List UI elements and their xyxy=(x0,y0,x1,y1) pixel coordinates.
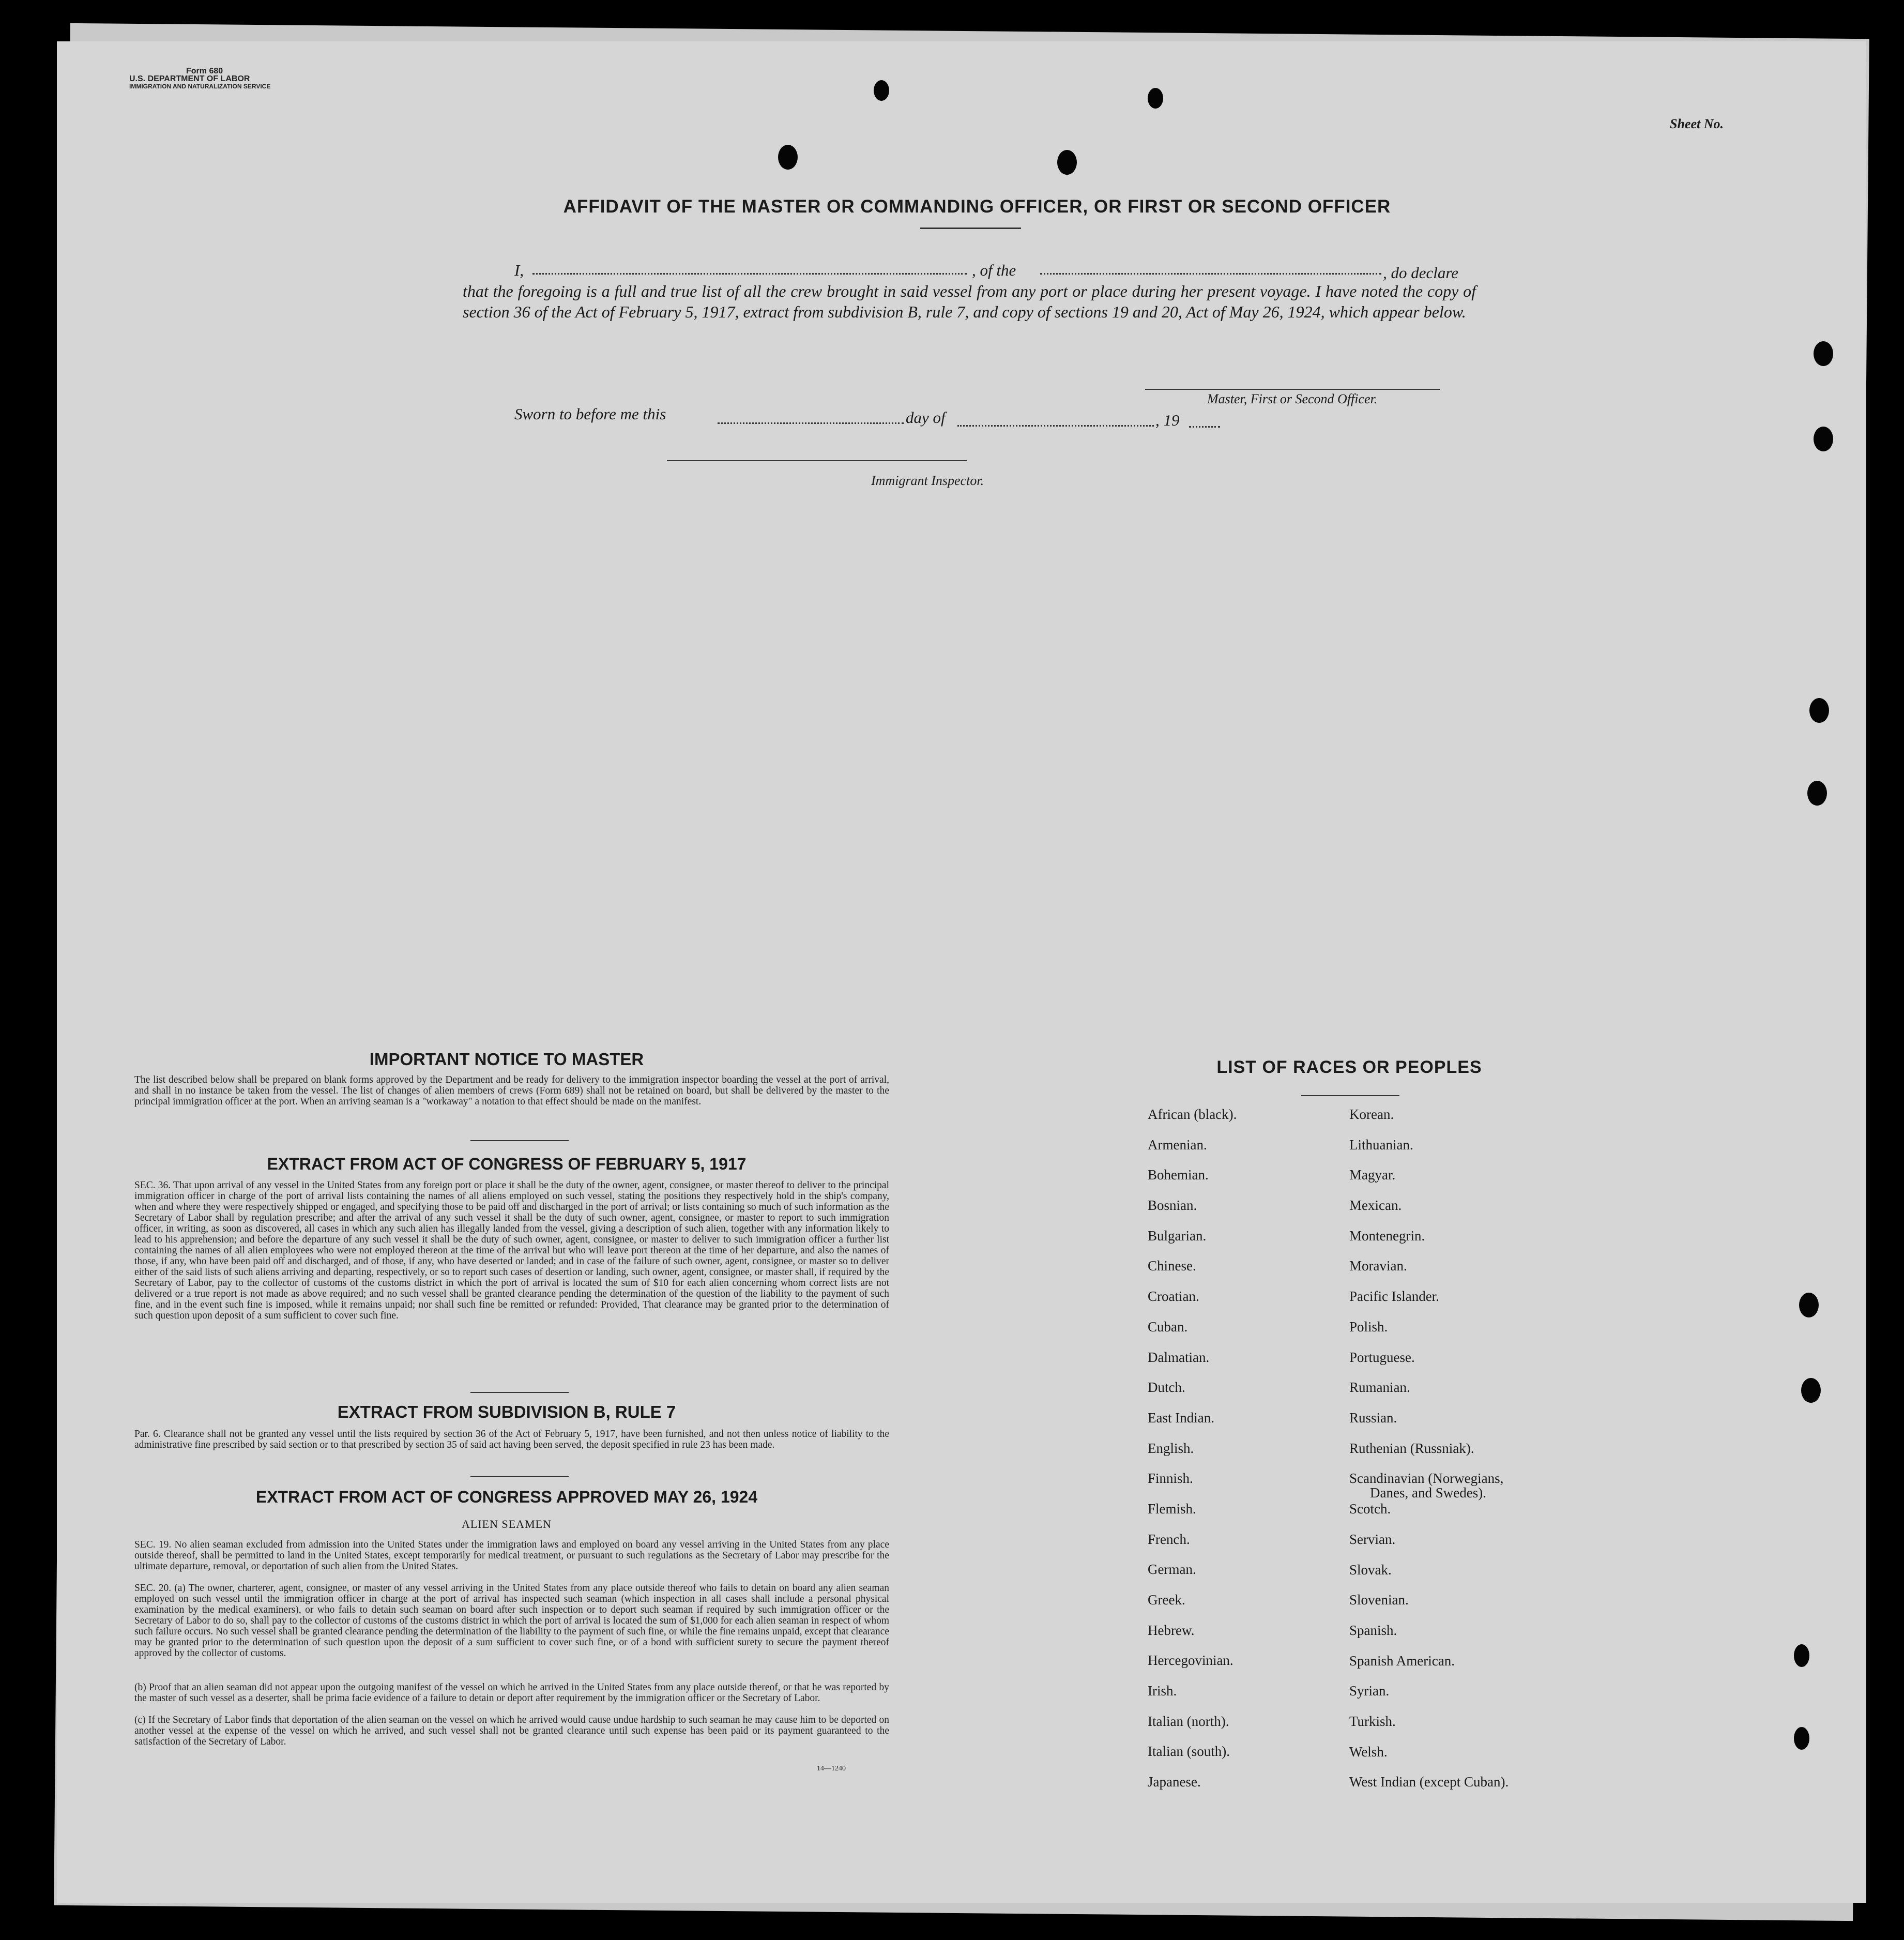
sworn-day-field[interactable] xyxy=(718,422,904,424)
race-item: English. xyxy=(1148,1440,1194,1456)
race-item: East Indian. xyxy=(1148,1409,1214,1426)
race-item: Ruthenian (Russniak). xyxy=(1349,1440,1474,1456)
race-item: West Indian (except Cuban). xyxy=(1349,1774,1509,1790)
race-item: Portuguese. xyxy=(1349,1349,1415,1365)
form-number: Form 680 xyxy=(186,67,223,75)
master-signature-line[interactable] xyxy=(1145,389,1440,390)
notice-rule xyxy=(470,1140,569,1141)
punch-hole-top-4 xyxy=(1148,88,1163,109)
extract-1917-body: SEC. 36. That upon arrival of any vessel in the United States from any foreign port or place it shall be the duty of the owner, agent, consignee, or master thereof to deliver to the principal immigration officer in charge of the port of arrival lists containing the names of all aliens employed on such vessel, stating the positions they respectively hold in the ship's company, when and where they were respectively shipped or engaged, and specifying those to be paid off and discharged in the port of arrival; or lists containing so much of such information as the Secretary of Labor shall by regulation prescribe; and after the arrival of any such vessel it shall be the duty of such owner, agent, consignee, or master to report to such immigration officer, in writing, as soon as discovered, all cases in which any such alien has illegally landed from the vessel, giving a description of such alien, together with any information likely to lead to his apprehension; and before the departure of any such vessel it shall be the duty of such owner, agent, consignee, or master to deliver to such immigration officer a further list containing the names of all alien employees who were not employed thereon at the time of the arrival but who will leave port thereon at the time of her departure, and also the names of those, if any, who have been paid off and discharged, and of those, if any, who have deserted or landed; and in case of the failure of such owner, agent, consignee, or master so to deliver either of the said lists of such aliens arriving and departing, respectively, or so to report such cases of desertion or landing, such owner, agent, consignee, or master shall, if required by the Secretary of Labor, pay to the collector of customs of the customs district in which the port of arrival is located the sum of $10 for each alien concerning whom correct lists are not delivered or a true report is not made as above required; and no such vessel shall be granted clearance pending the determination of the question of the liability to the payment of such fine, and in the event such fine is imposed, while it remains unpaid; nor shall such fine be remitted or refunded: Provided, That clearance may be granted prior to the determination of such question upon deposit of a sum sufficient to cover such fine. xyxy=(134,1180,889,1321)
sworn-month-field[interactable] xyxy=(957,425,1154,427)
race-item: Montenegrin. xyxy=(1349,1227,1425,1244)
sworn-year-label: , 19 xyxy=(1155,411,1180,429)
form-identifier xyxy=(129,67,270,90)
service-name: IMMIGRATION AND NATURALIZATION SERVICE xyxy=(129,83,271,90)
race-item: Mexican. xyxy=(1349,1198,1402,1214)
punch-hole-right-7 xyxy=(1794,1644,1809,1667)
race-item: Scandinavian (Norwegians, xyxy=(1349,1471,1504,1487)
print-code: 14—1240 xyxy=(817,1765,846,1772)
sworn-year-field[interactable] xyxy=(1189,426,1220,428)
punch-hole-right-4 xyxy=(1807,781,1827,806)
affidavit-of-the-label: , of the xyxy=(972,261,1016,279)
race-item: Italian (north). xyxy=(1148,1713,1229,1729)
race-item: Bosnian. xyxy=(1148,1198,1197,1214)
races-left-column xyxy=(1148,1107,1237,1805)
sheet-number-label: Sheet No. xyxy=(1670,116,1724,131)
extract-rule7-rule xyxy=(470,1476,569,1477)
race-item: Korean. xyxy=(1349,1107,1394,1122)
punch-hole-right-3 xyxy=(1809,698,1829,723)
race-item: German. xyxy=(1148,1562,1196,1578)
race-item: Dalmatian. xyxy=(1148,1349,1210,1365)
race-item: Bulgarian. xyxy=(1148,1227,1207,1244)
race-item: Turkish. xyxy=(1349,1714,1396,1730)
extract-1924-sec20a: SEC. 20. (a) The owner, charterer, agent, consignee, or master of any vessel arriving in the United States from any place outside thereof who fails to detain on board any alien seaman employed on such vessel until the immigration officer in charge at the port of arrival has inspected such seaman (which inspection in all cases shall include a personal physical examination by the medical examiners), or who fails to detain such seaman on board after such inspection or to deport such seaman if required by such immigration officer or the Secretary of Labor to do so, shall pay to the collector of customs of the customs district in which the port of arrival is located the sum of $1,000 for each alien seaman in respect of whom such failure occurs. No such vessel shall be granted clearance pending the determination of the liability to the payment of such fine, or while the fine remains unpaid, except that clearance may be granted prior to the determination of such question upon the deposit of a sum sufficient to cover such fine, or of a bond with sufficient surety to secure the payment thereof approved by the collector of customs. xyxy=(134,1583,889,1659)
race-item: Finnish. xyxy=(1148,1471,1193,1487)
affidavit-i-label: I, xyxy=(514,261,524,279)
extract-1924-subtitle: ALIEN SEAMEN xyxy=(462,1518,552,1530)
extract-rule7-body: Par. 6. Clearance shall not be granted any vessel until the lists required by section 36 of the Act of February 5, 1917, have been furnished, and not then unless notice of liability to the administrative fine prescribed by said section or to that prescribed by section 35 of said act having been served, the deposit specified in rule 23 has been made. xyxy=(134,1429,889,1450)
race-item: Servian. xyxy=(1349,1531,1396,1547)
race-item: Welsh. xyxy=(1349,1744,1388,1760)
race-item: Dutch. xyxy=(1148,1380,1185,1396)
affidavit-title: AFFIDAVIT OF THE MASTER OR COMMANDING OFFICER, OR FIRST OR SECOND OFFICER xyxy=(563,196,1391,217)
race-item: Slovak. xyxy=(1349,1562,1392,1578)
race-item: Irish. xyxy=(1148,1683,1177,1699)
race-item: Slovenian. xyxy=(1349,1592,1409,1608)
punch-hole-top-2 xyxy=(1057,150,1077,175)
punch-hole-top-3 xyxy=(874,80,889,101)
race-item: African (black). xyxy=(1148,1107,1237,1122)
race-item: Armenian. xyxy=(1148,1136,1207,1153)
affidavit-title-rule xyxy=(920,228,1021,229)
extract-1924-sec20b: (b) Proof that an alien seaman did not appear upon the outgoing manifest of the vessel on which he arrived in the United States from any place outside thereof, or that he was reported by the master of such vessel as a deserter, shall be prima facie evidence of a failure to detain or deport after requirement by the immigration officer or the Secretary of Labor. xyxy=(134,1682,889,1704)
sworn-prefix-label: Sworn to before me this xyxy=(514,405,666,423)
inspector-label: Immigrant Inspector. xyxy=(871,473,984,488)
race-item: Chinese. xyxy=(1148,1258,1196,1274)
race-item: Bohemian. xyxy=(1148,1167,1209,1183)
race-item: Croatian. xyxy=(1148,1289,1199,1305)
punch-hole-top-1 xyxy=(778,145,798,170)
extract-1917-title: EXTRACT FROM ACT OF CONGRESS OF FEBRUARY 5, 1917 xyxy=(267,1155,747,1173)
race-item: Hebrew. xyxy=(1148,1622,1195,1638)
races-title: LIST OF RACES OR PEOPLES xyxy=(1216,1057,1482,1077)
punch-hole-right-6 xyxy=(1801,1378,1821,1403)
races-title-rule xyxy=(1301,1095,1399,1096)
race-item: Lithuanian. xyxy=(1349,1136,1413,1153)
race-item: Scotch. xyxy=(1349,1501,1391,1517)
punch-hole-right-1 xyxy=(1814,341,1833,366)
race-item: Hercegovinian. xyxy=(1148,1653,1233,1669)
race-item: Magyar. xyxy=(1349,1167,1396,1183)
department-name: U.S. DEPARTMENT OF LABOR xyxy=(129,74,250,83)
inspector-signature-line[interactable] xyxy=(667,460,967,461)
race-item: Spanish. xyxy=(1349,1623,1397,1638)
punch-hole-right-8 xyxy=(1794,1727,1809,1750)
race-item: Italian (south). xyxy=(1148,1744,1230,1760)
punch-hole-right-2 xyxy=(1814,427,1833,451)
master-signature-label: Master, First or Second Officer. xyxy=(1207,391,1378,406)
affidavit-declare-label: , do declare xyxy=(1383,264,1459,282)
race-item: French. xyxy=(1148,1531,1190,1547)
extract-1924-sec19: SEC. 19. No alien seaman excluded from admission into the United States under the immigration laws and employed on board any vessel arriving in the United States from any place outside thereof, shall be permitted to land in the United States, except temporarily for medical treatment, or pursuant to such regulations as the Secretary of Labor may prescribe for the ultimate departure, removal, or deportation of such alien from the United States. xyxy=(134,1539,889,1572)
race-item: Spanish American. xyxy=(1349,1653,1455,1669)
notice-body: The list described below shall be prepared on blank forms approved by the Department and be ready for delivery to the immigration inspector boarding the vessel at the port of arrival, and shall in no instance be taken from the vessel. The list of changes of alien members of crews (Form 689) shall not be retained on board, but shall be delivered by the master to the principal immigration officer at the port. When an arriving seaman is a "workaway" a notation to that effect should be made on the manifest. xyxy=(134,1074,889,1107)
sworn-day-of-label: day of xyxy=(906,408,946,427)
extract-rule7-title: EXTRACT FROM SUBDIVISION B, RULE 7 xyxy=(337,1402,676,1421)
punch-hole-right-5 xyxy=(1799,1293,1819,1317)
race-item: Japanese. xyxy=(1148,1774,1201,1790)
race-item: Rumanian. xyxy=(1349,1380,1410,1396)
race-item: Pacific Islander. xyxy=(1349,1289,1439,1305)
race-item: Polish. xyxy=(1349,1318,1388,1335)
affiant-name-field[interactable] xyxy=(532,273,967,275)
race-item: Cuban. xyxy=(1148,1318,1188,1335)
race-item: Moravian. xyxy=(1349,1258,1407,1274)
extract-1917-rule xyxy=(470,1392,569,1393)
notice-title: IMPORTANT NOTICE TO MASTER xyxy=(369,1050,644,1069)
affidavit-body: that the foregoing is a full and true list of all the crew brought in said vessel from any port or place during her present voyage. I have noted the copy of section 36 of the Act of February 5, 1917, extract from subdivision B, rule 7, and copy of sections 19 and 20, Act of May 26, 1924, which appear below. xyxy=(463,282,1476,321)
extract-1924-title: EXTRACT FROM ACT OF CONGRESS APPROVED MAY 26, 1924 xyxy=(255,1488,758,1506)
vessel-name-field[interactable] xyxy=(1040,273,1381,275)
race-item: Syrian. xyxy=(1349,1683,1390,1699)
race-item: Flemish. xyxy=(1148,1501,1196,1517)
race-item: Danes, and Swedes). xyxy=(1370,1485,1486,1501)
race-item: Russian. xyxy=(1349,1409,1397,1426)
extract-1924-sec20c: (c) If the Secretary of Labor finds that deportation of the alien seaman on the vessel on which he arrived would cause undue hardship to such seaman he may cause him to be deported on another vessel at the expense of the vessel on which he arrived, and such vessel shall not be granted clearance until such expense has been paid or its payment guaranteed to the satisfaction of the Secretary of Labor. xyxy=(134,1715,889,1747)
races-right-column xyxy=(1349,1107,1509,1805)
race-item: Greek. xyxy=(1148,1592,1185,1608)
